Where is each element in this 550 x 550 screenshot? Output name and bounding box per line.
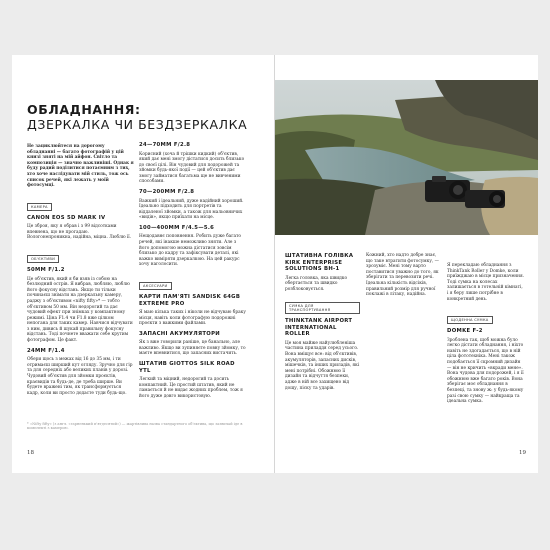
landscape-photo <box>275 80 538 235</box>
roller-bag-text: Це моя майже найулюбленіша частина приладдя серед усього. Вона вміщує все: від об'єктивів, акумуляторів, запасних дисків, мішечків, та інших приладів, які мені потрібні. Обожнюю її дизайн та відчуття безпеки, адже в ній все захищено від дощу, піску та ударів. <box>285 340 360 391</box>
chapter-title: ОБЛАДНАННЯ: <box>27 102 141 117</box>
right-page <box>275 55 538 473</box>
tag-accessories: АКСЕСУАРИ <box>139 282 172 290</box>
tripod-name: ШТАТИВ GIOTTOS SILK ROAD YTL <box>139 361 235 374</box>
memory-cards-name: КАРТИ ПАМ'ЯТІ SANDISK 64GB EXTREME PRO <box>139 294 241 307</box>
roller-bag-name: THINKTANK AIRPORT INTERNATIONAL ROLLER <box>285 318 353 338</box>
intro-paragraph: Не зациклюйтеся на дорогому обладнанні — багато фотографій у цій книзі зняті на мій айфон. Світло та композиція — значно важливіші. Однак я буду радий поділитися потаємним з тих, хто хоче наслідувати мій стиль, тож ось список речей, які лежать у моїй фотосумці. <box>27 144 134 189</box>
right-column-1 <box>285 253 360 395</box>
tag-transport-bag: СУМКА ДЛЯ ТРАНСПОРТУВАННЯ <box>285 302 360 314</box>
right-column-3 <box>447 263 525 409</box>
domke-name: DOMKE F-2 <box>447 328 483 335</box>
footnote: * «Nifty fifty» (з англ. «гарненький п'ятдесятий») — жартівлива назва стандартного об'єктива, що зазвичай іде в комплекті з камерою. <box>27 422 243 430</box>
left-column-2 <box>139 142 246 403</box>
camera-text: Це зброя, яку я обрав і з 99 відсотками впевнена, що не прогадаю. Вологонепроникна, надійна, міцна. Люблю її. <box>27 224 132 241</box>
tag-lenses: ОБ'ЄКТИВИ <box>27 255 59 263</box>
tripod-head-name: ШТАТИВНА ГОЛІВКА KIRK ENTERPRISE SOLUTIONS BH-1 <box>285 253 354 272</box>
lens-50mm-name: 50MM F/1.2 <box>27 267 65 274</box>
tripod-head-text: Легка головка, яка швидко обертається та швидко розблоковується. <box>285 275 348 292</box>
lens-50mm-text: Це об'єктив, який я би взяв із собою на безлюдний острів. Я вибрав, любляю, люблю його фокусну відстань. Якщо ти тільки починаєш знімати на дзеркальну камеру, раджу з об'єктивом «nifty fifty»* — тобто об'єктивом 50 мм. Він недорогий та дає чудовий ефект при знімках у компактному режимі. Ціна F1.4 чи F1.8 вже цілком непогана для таких камер. Навчися відчувати з ним, дивись й шукай правильну фокусну відстань. Тоді почнете вважати себе крутим фотографом. Це факт. <box>27 276 133 344</box>
tag-daily-bag: ЩОДЕННА СУМКА <box>447 316 493 324</box>
batteries-text: Як з вже говорили раніше, це банально, але важливо. Якщо ви зупиняєте повну зйомку, то маєте впевнитися, що запасних вистачить. <box>139 340 246 357</box>
lens-24-70-name: 24—70MM F/2.8 <box>139 142 191 148</box>
left-column-1 <box>27 144 134 400</box>
bag-transfer-text: Я перекладаю обладнання з ThinkTank Roller у Domke, коли приїжджаю в місце призначення. Тоді сумка на колесах залишається в готельній кімнаті, і я беру лише потрібне в конкретний день. <box>447 263 525 302</box>
page-number-left: 18 <box>27 450 34 456</box>
page-number-right: 19 <box>519 450 526 456</box>
chapter-subtitle: ДЗЕРКАЛКА ЧИ БЕЗДЗЕРКАЛКА <box>27 117 248 132</box>
tag-camera: КАМЕРА <box>27 203 52 211</box>
domke-text: Зроблена так, щоб можна було легко дістати обладнання, і ніхто навіть не здогадається, що в ній ціла фототехніка. Мені також подобається її скромний дизайн — він не кричить «вкради мене». Вона чудова для подорожей, і я її обожнюю вже багато років. Вона зберігає моє обладнання в безпеці, та знову ж: у будь-якому разі свою сумку — найкраща та ідеальна сумка. <box>447 337 524 405</box>
lens-100-400-text: Нещодавнє поповнення. Робить дуже багато речей, які інакше неможливо зняти. Але з його допомогою можна дістатися зовсім близько до кадру та зафіксувати деталі, які важко виміряти дзеркалкою. На цей ракурс хочу наголосити. <box>139 234 242 268</box>
camera-name: CANON EOS 5D MARK IV <box>27 214 106 221</box>
lens-100-400-name: 100—400MM F/4.5—5.6 <box>139 224 215 231</box>
lens-24mm-text: Обери щось з межах від 16 до 35 мм, і ти отримаєш ширший кут огляду. Зручно для гір та для середніх або великих планів у дорозі. Чудовий об'єктив для зйомки проєктів, краєвидів та будь-де, де треба ширше. Ви будете вражені тим, як трансформується кадр, коли ви просто додасте туди будь-що. <box>27 357 133 396</box>
lens-70-200-name: 70—200MM F/2.8 <box>139 189 195 196</box>
lens-24-70-text: Корисний (хоча й трішки кидкий) об'єктив, який дає мені змогу дістатися досить близько до своєї цілі. Він чудовий для подорожей та зйомки будь-якої події — цей об'єктив дає змогу займатися багатьма ще не вивченими способами. <box>139 151 245 185</box>
lens-24mm-name: 24MM F/1.4 <box>27 347 65 354</box>
lens-70-200-text: Важкий і ідеальний, дуже надійний хороший. Ідеально підходить для портретів та віддаленої зйомки, а також для мальовничих «видів», якщо приїхати на місце. <box>139 198 244 221</box>
photo-illustration <box>275 80 538 235</box>
roller-bag-continued: Кожний, хто надто добре знає, що таке втратити фотосумку, — зрозуміє. Мені тому варто поставитися уважно до того, як зберігати та перевозити речі. Ідеальна кількість відсіків, правильний розмір для ручної поклажі в літаку, надійна. <box>366 253 439 298</box>
tripod-text: Легкий та міцний, недорогий та досить компактний. Це простий штатив, який не ламається й не видає жодних проблем, тож я його дуже довго використовую. <box>139 377 243 399</box>
right-column-2 <box>366 253 441 302</box>
memory-cards-text: Я маю кілька таких і ніколи не відчуваю браку місця, навіть коли фотографую подорожні проєкти з важкими файлами. <box>139 310 246 327</box>
left-page <box>12 55 275 473</box>
batteries-name: ЗАПАСНІ АКУМУЛЯТОРИ <box>139 330 221 337</box>
